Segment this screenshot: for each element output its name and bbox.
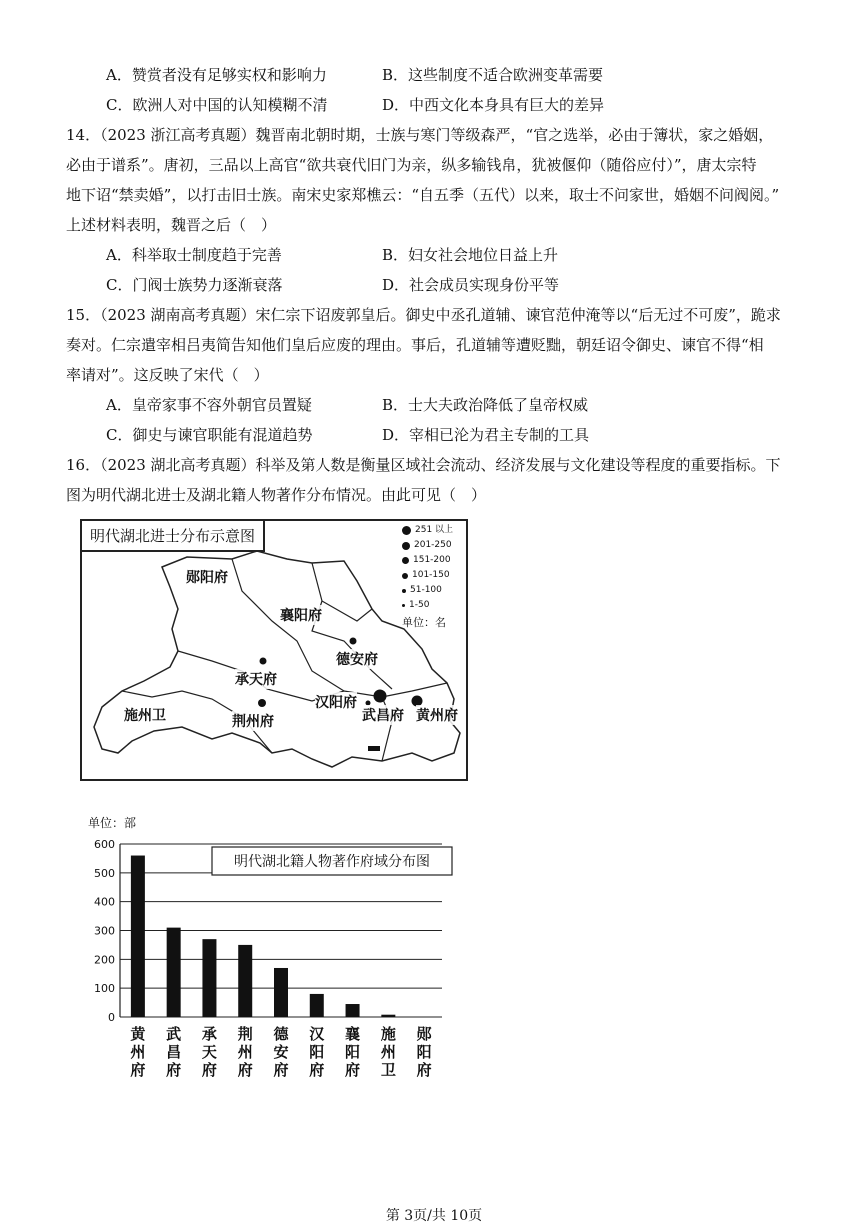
q13-option-c: C．欧洲人对中国的认知模糊不清 xyxy=(106,96,328,114)
q15-stem-line: 奏对。仁宗遣宰相吕夷简告知他们皇后应废的理由。事后，孔道辅等遭贬黜，朝廷诏令御史、谏官不得“相 xyxy=(66,336,764,354)
q14-option-c: C．门阀士族势力逐渐衰落 xyxy=(106,276,283,294)
map-marker xyxy=(260,658,267,665)
legend-label: 51-100 xyxy=(410,585,442,595)
x-category-label: 府 xyxy=(309,1061,325,1079)
map-label-shizhou: 施州卫 xyxy=(124,705,166,725)
map-label-hanyang: 汉阳府 xyxy=(315,692,357,712)
bar xyxy=(167,928,181,1017)
page-footer: 第 3页/共 10页 xyxy=(385,1208,483,1224)
q15-option-d: D．宰相已沦为君主专制的工具 xyxy=(382,426,590,444)
y-tick-label: 500 xyxy=(94,866,115,880)
q15-option-a: A．皇帝家事不容外朝官员置疑 xyxy=(106,396,312,414)
x-category-label: 武 xyxy=(166,1025,182,1043)
x-category-label: 阳 xyxy=(416,1043,432,1061)
legend-label: 251 以上 xyxy=(415,525,454,535)
q15-option-c: C．御史与谏官职能有混道趋势 xyxy=(106,426,313,444)
bar xyxy=(238,945,252,1017)
legend-dot-icon xyxy=(402,557,409,564)
x-category-label: 府 xyxy=(166,1061,182,1079)
x-category-label: 州 xyxy=(380,1043,396,1061)
x-category-label: 府 xyxy=(345,1061,361,1079)
x-category-label: 黄 xyxy=(130,1025,146,1043)
legend-label: 201-250 xyxy=(414,540,452,550)
x-category-label: 州 xyxy=(130,1043,146,1061)
q13-option-a: A．赞赏者没有足够实权和影响力 xyxy=(106,66,327,84)
map-marker xyxy=(258,699,266,707)
x-category-label: 府 xyxy=(130,1061,146,1079)
bar xyxy=(202,939,216,1017)
bar xyxy=(346,1004,360,1017)
q16-stem-line: 图为明代湖北进士及湖北籍人物著作分布情况。由此可见（ ） xyxy=(66,486,487,504)
bar-chart-svg xyxy=(80,812,460,1092)
y-axis-label: 单位：部 xyxy=(88,816,137,830)
x-category-label: 郧 xyxy=(416,1025,432,1043)
legend-dot-icon xyxy=(402,526,411,535)
y-tick-label: 400 xyxy=(94,895,115,909)
map-title: 明代湖北进士分布示意图 xyxy=(82,521,265,552)
q14-stem-line: 上述材料表明，魏晋之后（ ） xyxy=(66,216,277,234)
x-category-label: 汉 xyxy=(309,1025,325,1043)
map-label-yunyang: 郧阳府 xyxy=(186,567,228,587)
map-marker xyxy=(350,638,357,645)
y-tick-label: 300 xyxy=(94,924,115,938)
x-category-label: 襄 xyxy=(345,1025,361,1043)
x-category-label: 府 xyxy=(237,1061,253,1079)
q14-stem-line: 14．（2023 浙江高考真题）魏晋南北朝时期，士族与寒门等级森严，“官之选举，必由于簿状，家之婚姻， xyxy=(66,126,774,144)
x-category-label: 府 xyxy=(201,1061,217,1079)
x-category-label: 州 xyxy=(237,1043,253,1061)
q15-option-b: B．士大夫政治降低了皇帝权威 xyxy=(382,396,589,414)
x-category-label: 府 xyxy=(416,1061,432,1079)
legend-dot-icon xyxy=(402,542,410,550)
bar xyxy=(131,856,145,1017)
q16-stem-line: 16．（2023 湖北高考真题）科举及第人数是衡量区域社会流动、经济发展与文化建设等程度的重要指标。下 xyxy=(66,456,781,474)
x-category-label: 安 xyxy=(273,1043,289,1061)
map-label-dean: 德安府 xyxy=(336,649,378,669)
q14-option-d: D．社会成员实现身份平等 xyxy=(382,276,560,294)
x-category-label: 阳 xyxy=(345,1043,361,1061)
map-marker xyxy=(374,690,387,703)
q13-option-d: D．中西文化本身具有巨大的差异 xyxy=(382,96,605,114)
bar xyxy=(381,1015,395,1017)
q15-stem-line: 15．（2023 湖南高考真题）宋仁宗下诏废郭皇后。御史中丞孔道辅、谏官范仲淹等以“后无过不可废”，跪求 xyxy=(66,306,781,324)
legend-label: 101-150 xyxy=(412,570,450,580)
legend-dot-icon xyxy=(402,604,405,607)
x-category-label: 昌 xyxy=(166,1043,182,1061)
legend-label: 151-200 xyxy=(413,555,451,565)
legend-dot-icon xyxy=(402,573,408,579)
legend-unit: 单位：名 xyxy=(402,616,446,629)
chart-title: 明代湖北籍人物著作府域分布图 xyxy=(234,854,430,870)
x-category-label: 施 xyxy=(380,1025,396,1043)
legend-dot-icon xyxy=(402,589,406,593)
q14-stem-line: 必由于谱系”。唐初，三品以上高官“欲共衰代旧门为亲，纵多输钱帛，犹被偃仰（随俗应付）”，唐太宗特 xyxy=(66,156,757,174)
y-tick-label: 200 xyxy=(94,953,115,967)
map-label-jingzhou: 荆州府 xyxy=(232,711,274,731)
bar xyxy=(310,994,324,1017)
map-legend xyxy=(402,523,464,630)
q15-stem-line: 率请对”。这反映了宋代（ ） xyxy=(66,366,269,384)
q14-option-a: A．科举取士制度趋于完善 xyxy=(106,246,282,264)
x-category-label: 天 xyxy=(201,1043,217,1061)
x-category-label: 府 xyxy=(273,1061,289,1079)
legend-label: 1-50 xyxy=(409,600,430,610)
x-category-label: 阳 xyxy=(309,1043,325,1061)
q13-option-b: B．这些制度不适合欧洲变革需要 xyxy=(382,66,604,84)
x-category-label: 承 xyxy=(201,1025,217,1043)
x-category-label: 卫 xyxy=(380,1061,396,1079)
x-category-label: 德 xyxy=(273,1025,289,1043)
y-tick-label: 600 xyxy=(94,838,115,851)
y-tick-label: 0 xyxy=(108,1011,115,1024)
map-label-huangzhou: 黄州府 xyxy=(416,705,458,725)
x-category-label: 荆 xyxy=(237,1025,253,1043)
q14-stem-line: 地下诏“禁卖婚”，以打击旧士族。南宋史家郑樵云：“自五季（五代）以来，取士不问家世，婚姻不问阀阅。” xyxy=(66,186,780,204)
bar xyxy=(274,968,288,1017)
map-marker xyxy=(368,746,380,751)
works-distribution-chart xyxy=(80,812,460,1092)
map-label-xiangyang: 襄阳府 xyxy=(280,605,322,625)
y-tick-label: 100 xyxy=(94,982,115,996)
hubei-jinshi-map xyxy=(80,519,468,781)
q14-option-b: B．妇女社会地位日益上升 xyxy=(382,246,559,264)
map-label-wuchang: 武昌府 xyxy=(362,705,404,725)
map-label-chengtian: 承天府 xyxy=(235,669,277,689)
